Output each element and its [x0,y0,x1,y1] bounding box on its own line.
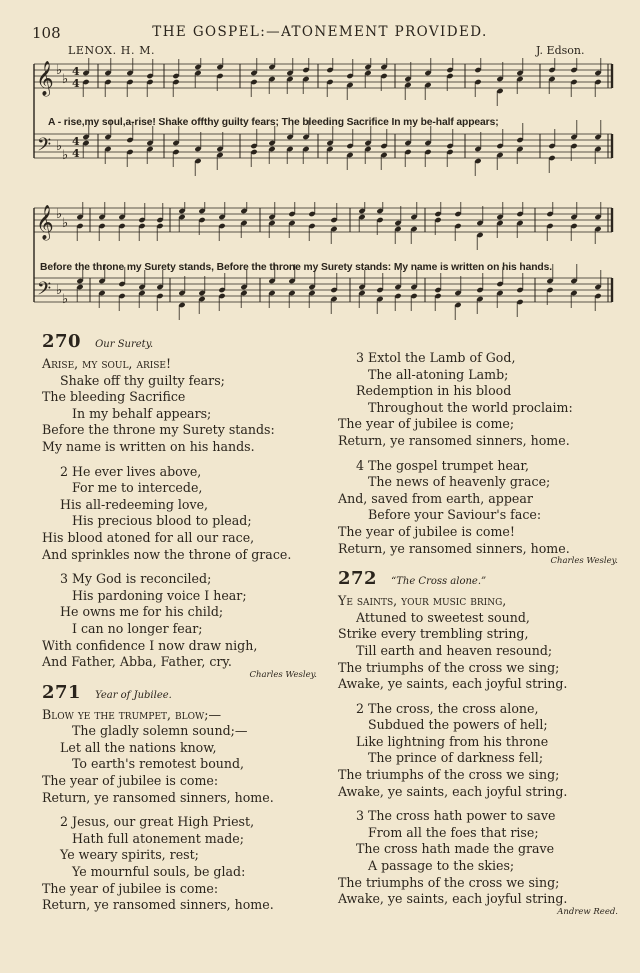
svg-text:𝄞: 𝄞 [36,205,54,240]
verse-line: Before the throne my Surety stands: [42,422,275,438]
svg-text:𝄢: 𝄢 [37,279,52,304]
svg-text:♭: ♭ [56,207,63,222]
verse-line: Awake, ye saints, each joyful string. [338,676,568,692]
hymn-header [42,681,327,707]
verse-line: And sprinkles now the throne of grace. [42,546,292,562]
verse-line: The year of jubilee is come: [42,880,219,896]
stanza [42,707,327,807]
verse-line: And Father, Abba, Father, cry. [42,654,232,670]
hymn-title: Our Surety. [95,339,154,350]
verse-line: Ye mournful souls, be glad: [72,864,246,880]
hymn-header [42,331,327,356]
hymn-number: 270 [42,331,82,352]
tune-name: LENOX. H. M. [68,44,156,57]
verse-line: Strike every trembling string, [338,626,529,642]
stanza [338,593,628,693]
verse-line: 3 Extol the Lamb of God, [356,350,516,365]
verse-line: 2 The cross, the cross alone, [356,700,539,716]
verse-line: Arise, my soul, arise! [42,356,172,371]
verse-line: Attuned to sweetest sound, [356,609,530,625]
verse-line: 2 Jesus, our great High Priest, [60,814,255,830]
verse-line: And, saved from earth, appear [338,490,533,506]
verse-line: His blood atoned for all our race, [42,529,255,545]
verse-line: Subdued the powers of hell; [368,717,548,733]
verse-line: To earth's remotest bound, [72,756,245,772]
lyric-line-1: A - rise,my soul,a-rise! Shake offthy guilty fears; The bleeding Sacrifice In my be-half appears; [48,117,499,128]
verse-line: Return, ye ransomed sinners, home. [42,789,274,805]
hymn-author: Charles Wesley. [550,556,618,567]
stanza [42,356,327,456]
svg-text:♭: ♭ [62,72,69,87]
verse-line: Shake off thy guilty fears; [60,372,225,388]
verse-line: 3 My God is reconciled; [60,571,212,587]
svg-text:♭: ♭ [62,148,69,163]
verse-line: I can no longer fear; [72,620,203,636]
page-number: 108 [32,24,61,42]
verse-line: A passage to the skies; [368,858,515,874]
verse-line: Return, ye ransomed sinners, home. [42,897,274,913]
verse-line: His precious blood to plead; [72,513,252,529]
verse-line: Ye saints, your music bring, [338,593,507,609]
stanza [338,458,628,558]
svg-text:4: 4 [72,147,80,160]
verse-line: Till earth and heaven resound; [356,642,553,658]
verse-line: Redemption in his blood [356,383,512,399]
hymn-title: “The Cross alone.” [391,576,487,588]
svg-text:♭: ♭ [62,216,69,231]
svg-text:𝄢: 𝄢 [37,135,52,160]
svg-text:𝄞: 𝄞 [36,61,54,96]
verse-line: The prince of darkness fell; [368,750,544,766]
verse-line: From all the foes that rise; [368,824,539,840]
running-title: THE GOSPEL:—ATONEMENT PROVIDED. [152,24,488,40]
verse-line: The bleeding Sacrifice [42,389,186,405]
stanza [42,814,327,914]
verse-line: His all-redeeming love, [60,496,209,512]
svg-text:4: 4 [72,77,80,90]
hymn-271 [42,681,327,914]
verse-line: Throughout the world proclaim: [368,399,573,415]
hymn-270 [42,331,327,681]
verse-line: 4 The gospel trumpet hear, [356,457,530,473]
right-column [338,350,628,922]
stanza [338,701,628,801]
verse-line: The triumphs of the cross we sing; [338,767,560,783]
hymn-title: Year of Jubilee. [95,689,172,701]
verse-line: Awake, ye saints, each joyful string. [338,783,568,799]
verse-line: The triumphs of the cross we sing; [338,874,560,890]
verse-line: The triumphs of the cross we sing; [338,659,560,675]
stanza [42,571,327,671]
verse-line: The year of jubilee is come; [338,416,515,432]
verse-line: He owns me for his child; [60,604,224,620]
verse-line: 2 He ever lives above, [60,463,202,479]
verse-line: Return, ye ransomed sinners, home. [338,432,570,448]
verse-line: In my behalf appears; [72,405,212,421]
verse-line: The cross hath made the grave [356,841,555,857]
verse-line: 3 The cross hath power to save [356,808,556,824]
verse-line: The year of jubilee is come: [42,773,219,789]
verse-line: For me to intercede, [72,480,203,496]
verse-line: The all-atoning Lamb; [368,366,509,382]
verse-line: The year of jubilee is come! [338,523,515,539]
hymn-number: 271 [42,681,82,703]
verse-line: The news of heavenly grace; [368,474,551,490]
verse-line: Awake, ye saints, each joyful string. [338,891,568,907]
svg-text:♭: ♭ [56,139,63,154]
left-column [42,331,327,922]
verse-line: Return, ye ransomed sinners, home. [338,540,570,556]
verse-line: Before your Saviour's face: [368,507,542,523]
verse-line: Let all the nations know, [60,739,217,755]
hymn-272 [338,568,628,918]
verse-line: His pardoning voice I hear; [72,587,247,603]
hymn-header [338,568,628,593]
verse-line: With confidence I now draw nigh, [42,637,258,653]
svg-text:4: 4 [72,135,80,148]
verse-line: The gladly solemn sound;— [72,723,248,739]
verse-line: My name is written on his hands. [42,438,255,454]
lyric-line-2: Before the throne my Surety stands, Before the throne my Surety stands: My name is written on his hands. [40,262,552,273]
stanza [42,464,327,564]
stanza [338,808,628,908]
tune-composer: J. Edson. [536,44,585,57]
verse-line: Ye weary spirits, rest; [60,847,199,863]
svg-text:♭: ♭ [56,63,63,78]
svg-text:♭: ♭ [56,283,63,298]
verse-line: Blow ye the trumpet, blow;— [42,706,222,722]
hymn-author: Charles Wesley. [249,669,317,680]
verse-line: Like lightning from his throne [356,733,549,749]
stanza [338,350,628,450]
verse-line: Hath full atonement made; [72,830,244,846]
svg-text:4: 4 [72,65,80,78]
svg-text:♭: ♭ [62,292,69,307]
hymn-author: Andrew Reed. [557,906,618,917]
hymn-number: 272 [338,568,378,590]
